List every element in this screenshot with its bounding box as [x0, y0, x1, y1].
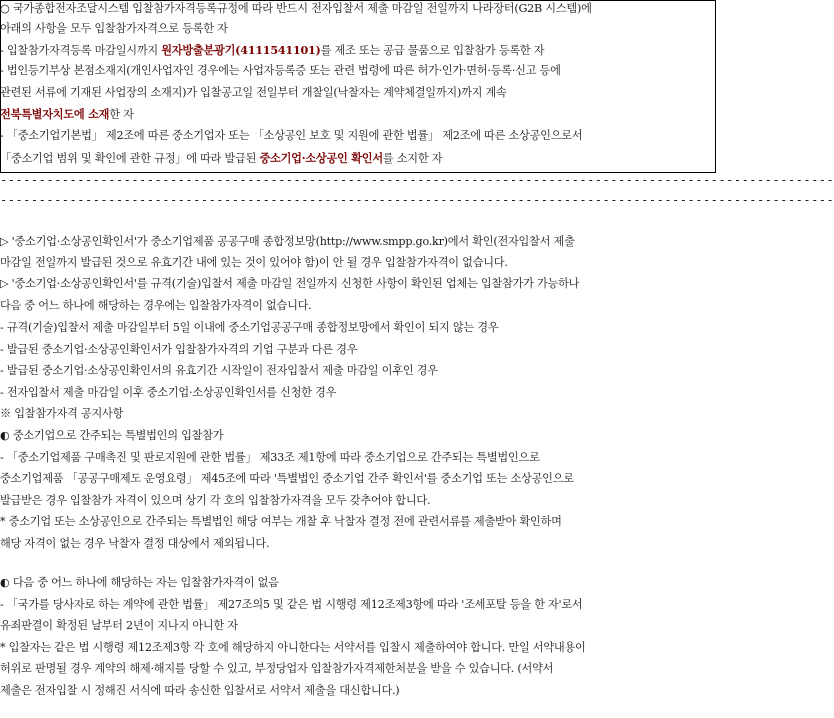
sme-requirement-prefix: 「중소기업 범위 및 확인에 관한 규정」에 따라 발급된 — [0, 152, 260, 165]
special-corp-line-1: - 「중소기업제품 구매촉진 및 판로지원에 관한 법률」 제33조 제1항에 따라 중소기업으로 간주되는 특별법인으로 — [0, 451, 540, 464]
certificate-pending-note-2: 다음 중 어느 하나에 해당하는 경우에는 입찰참가자격이 없습니다. — [0, 299, 312, 312]
dashed-divider-2: ------------------------------------------------------------------------------------------------------------ — [0, 193, 834, 207]
pledge-note-1: * 입찰자는 같은 법 시행령 제12조제3항 각 호에 해당하지 아니한다는 서약서를 입찰시 제출하여야 합니다. 만일 서약내용이 — [0, 641, 586, 654]
pledge-note-3: 제출은 전자입찰 시 정해진 서식에 따라 송신한 입찰서로 서약서 제출을 대신합니다.) — [0, 684, 400, 697]
item-registration-prefix: - 입찰참가자격등록 마감일시까지 — [0, 44, 162, 57]
item-registration-suffix: 를 제조 또는 공급 물품으로 입찰참가 등록한 자 — [320, 44, 545, 57]
sme-requirement-suffix: 를 소지한 자 — [382, 152, 443, 165]
notice-heading: ※ 입찰참가자격 공지사항 — [0, 407, 124, 420]
certificate-check-note: ▷ '중소기업·소상공인확인서'가 중소기업제품 공공구매 종합정보망(http://www.smpp.go.kr)에서 확인(전자입찰서 제출 — [0, 235, 575, 248]
disqualify-case-4: - 전자입찰서 제출 마감일 이후 중소기업·소상공인확인서를 신청한 경우 — [0, 386, 337, 399]
ineligible-heading: ◐ 다음 중 어느 하나에 해당하는 자는 입찰참가자격이 없음 — [0, 576, 279, 589]
special-corp-line-2: 중소기업제품 「공공구매제도 운영요령」 제45조에 따라 '특별법인 중소기업 간주 확인서'를 중소기업 또는 소상공인으로 — [0, 472, 574, 485]
sme-requirement-line-2 — [0, 148, 718, 169]
disqualify-case-3: - 발급된 중소기업·소상공인확인서의 유효기간 시작일이 전자입찰서 제출 마감일 이후인 경우 — [0, 364, 438, 377]
item-registration-line — [0, 40, 718, 61]
special-corp-note-1: * 중소기업 또는 소상공인으로 간주되는 특별법인 해당 여부는 개찰 후 낙찰자 결정 전에 관련서류를 제출받아 확인하며 — [0, 515, 562, 528]
dashed-divider: ------------------------------------------------------------------------------------------------------------ — [0, 173, 834, 187]
region-highlight: 전북특별자치도에 소재 — [0, 107, 110, 121]
special-corp-heading: ◐ 중소기업으로 간주되는 특별법인의 입찰참가 — [0, 429, 224, 442]
certificate-pending-note: ▷ '중소기업·소상공인확인서'를 규격(기술)입찰서 제출 마감일 전일까지 신청한 사항이 확인된 업체는 입찰참가가 가능하나 — [0, 277, 580, 290]
certificate-check-note-2: 마감일 전일까지 발급된 것으로 유효기간 내에 있는 것이 있어야 함)이 안 될 경우 입찰참가자격이 없습니다. — [0, 256, 508, 269]
location-requirement-line: - 법인등기부상 본점소재지(개인사업자인 경우에는 사업자등록증 또는 관련 법령에 따른 허가·인가·면허·등록·신고 등에 — [0, 64, 561, 77]
location-requirement-suffix: 한 자 — [109, 108, 134, 121]
special-corp-line-3: 발급받은 경우 입찰참가 자격이 있으며 상기 각 호의 입찰참가자격을 모두 갖추어야 합니다. — [0, 494, 431, 507]
special-corp-note-2: 해당 자격이 없는 경우 낙찰자 결정 대상에서 제외됩니다. — [0, 537, 270, 550]
sme-certificate-highlight: 중소기업·소상공인 확인서 — [259, 151, 383, 165]
disqualify-case-1: - 규격(기술)입찰서 제출 마감일부터 5일 이내에 중소기업공공구매 종합정보망에서 확인이 되지 않는 경우 — [0, 321, 499, 334]
location-requirement-line-3 — [0, 104, 718, 125]
pledge-note-2: 허위로 판명될 경우 계약의 해제·해지를 당할 수 있고, 부정당업자 입찰참가자격제한처분을 받을 수 있습니다. (서약서 — [0, 662, 554, 675]
sme-requirement-line: - 「중소기업기본법」 제2조에 따른 중소기업자 또는 「소상공인 보호 및 지원에 관한 법률」 제2조에 따른 소상공인으로서 — [0, 129, 583, 142]
location-requirement-line-2: 관련된 서류에 기재된 사업장의 소재지)가 입찰공고일 전일부터 개찰일(낙찰자는 계약체결일까지)까지 계속 — [0, 86, 507, 99]
item-code-highlight: 원자방출분광기(4111541101) — [161, 43, 321, 57]
qualification-intro-line-2: 아래의 사항을 모두 입찰참가자격으로 등록한 자 — [0, 22, 228, 35]
tax-evasion-line-2: 유죄판결이 확정된 날부터 2년이 지나지 아니한 자 — [0, 619, 238, 632]
disqualify-case-2: - 발급된 중소기업·소상공인확인서가 입찰참가자격의 기업 구분과 다른 경우 — [0, 343, 358, 356]
qualification-intro-line: ○ 국가종합전자조달시스템 입찰참가자격등록규정에 따라 반드시 전자입찰서 제출 마감일 전일까지 나라장터(G2B 시스템)에 — [0, 2, 592, 15]
tax-evasion-line-1: - 「국가를 당사자로 하는 계약에 관한 법률」 제27조의5 및 같은 법 시행령 제12조제3항에 따라 '조세포탈 등을 한 자'로서 — [0, 598, 583, 611]
